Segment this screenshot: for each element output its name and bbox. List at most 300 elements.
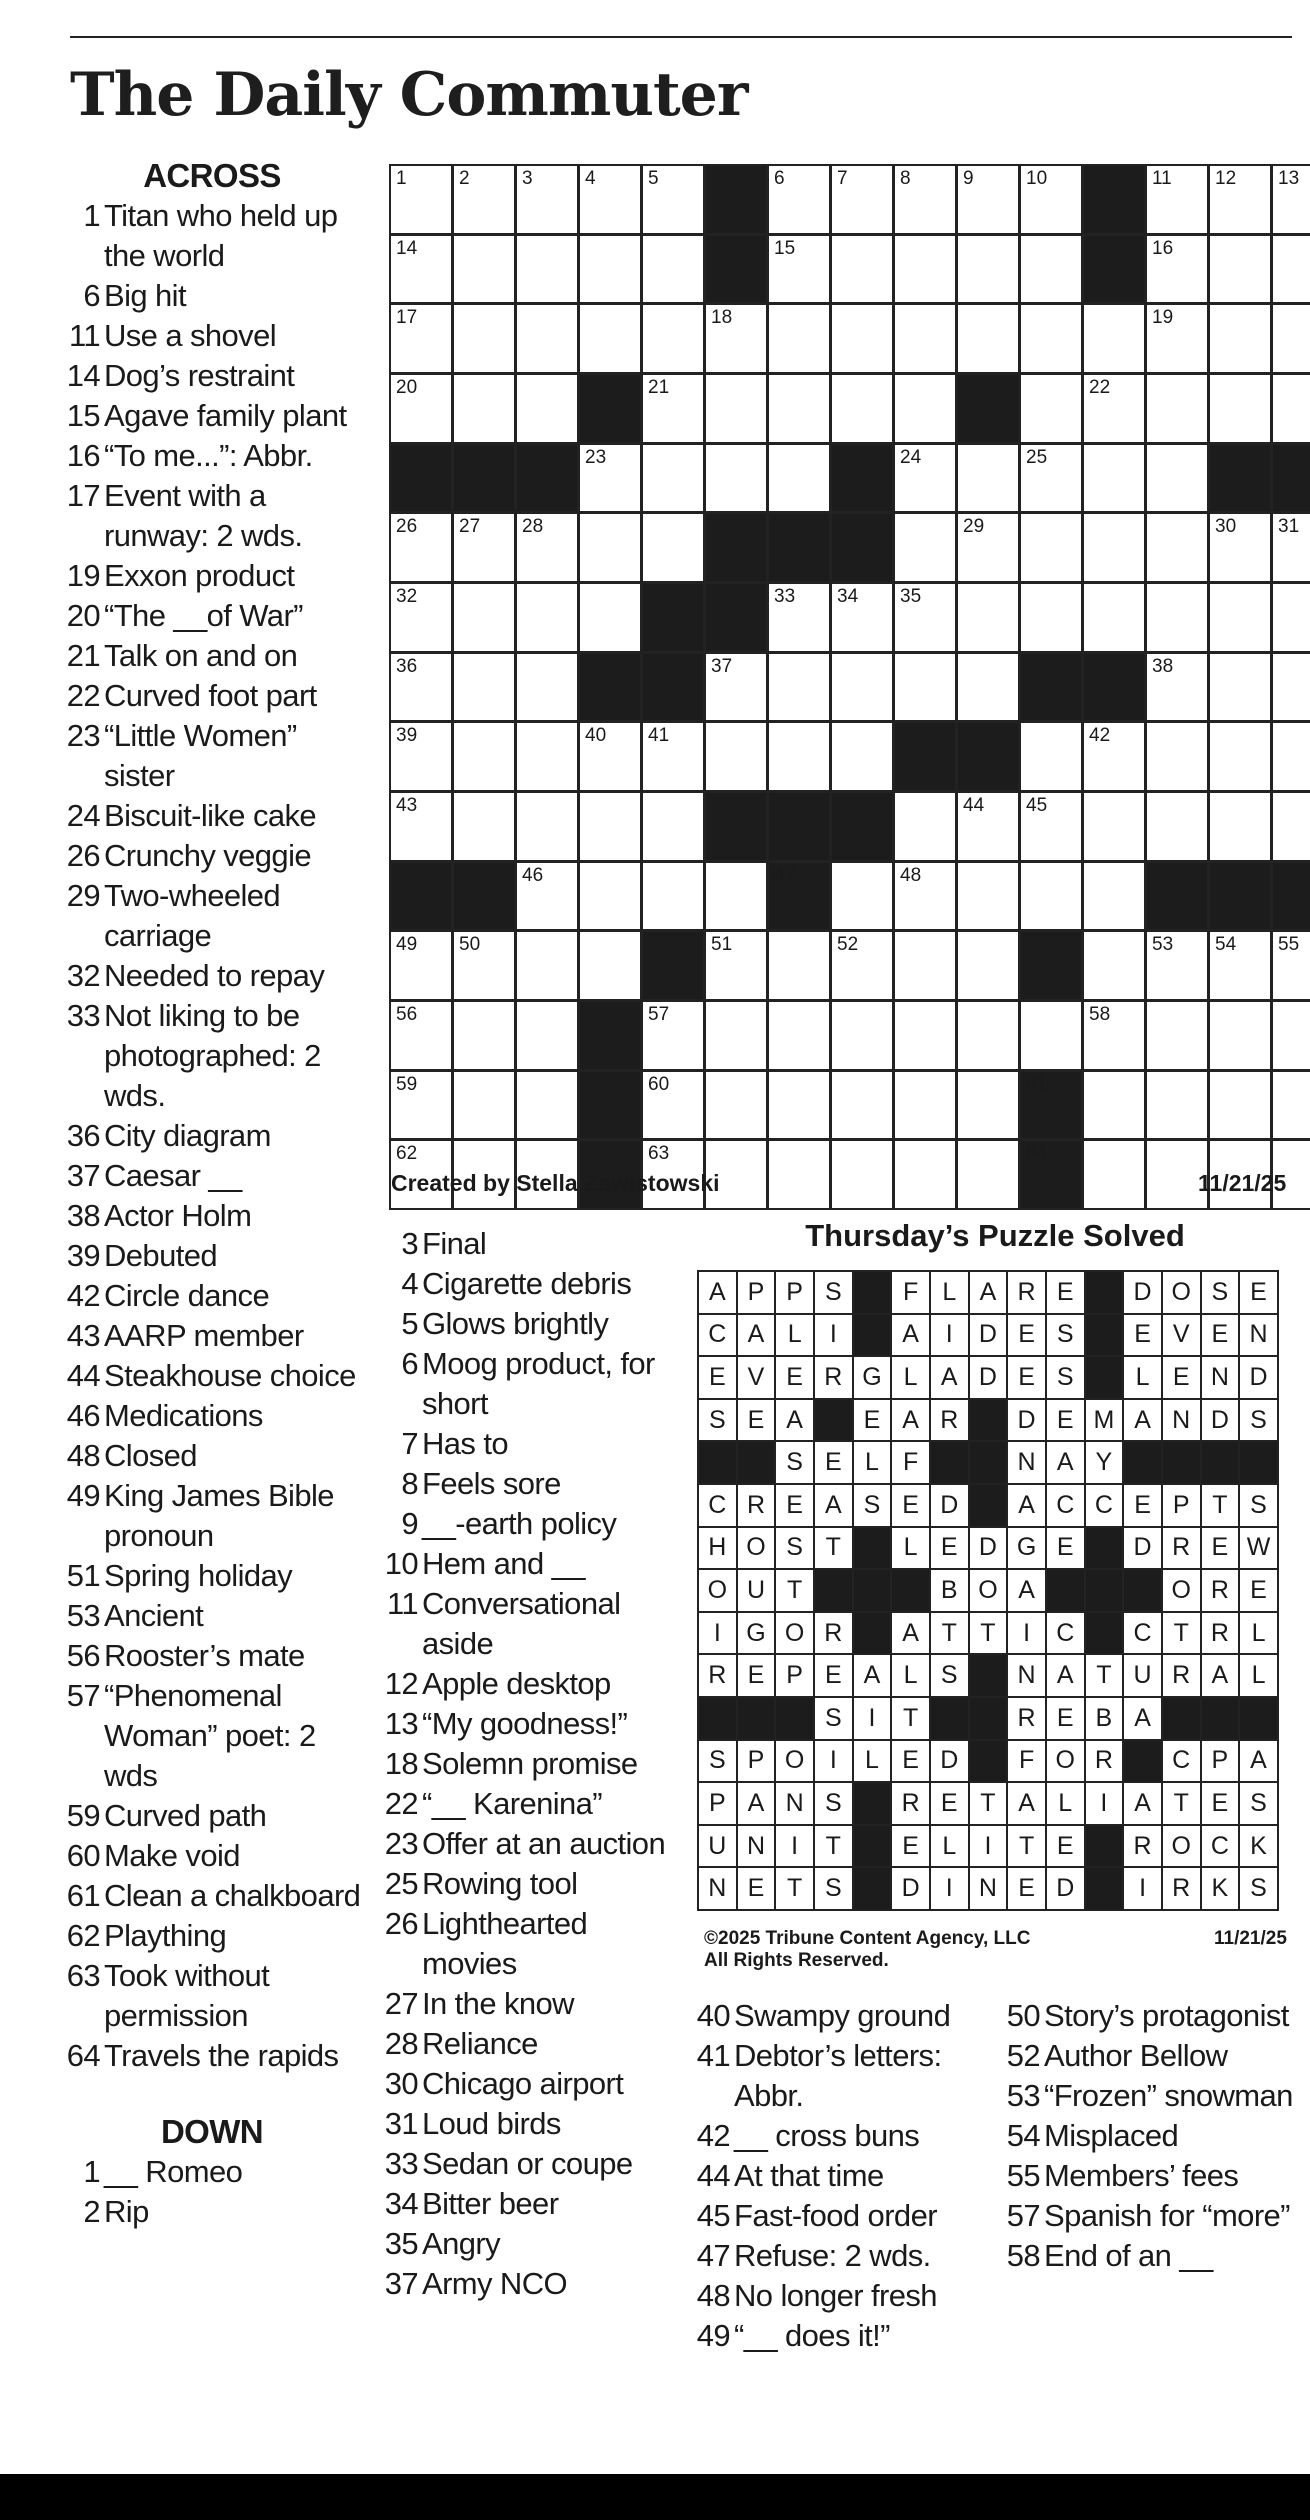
- grid-cell[interactable]: [1021, 793, 1081, 860]
- clue-text: Spring holiday: [104, 1558, 293, 1593]
- grid-cell[interactable]: [706, 863, 766, 930]
- solution-letter: E: [815, 1655, 852, 1696]
- grid-cell[interactable]: [832, 1141, 892, 1208]
- grid-cell[interactable]: [706, 654, 766, 721]
- solution-letter: S: [699, 1741, 736, 1782]
- solution-letter: W: [1240, 1528, 1277, 1569]
- grid-cell[interactable]: [1147, 305, 1207, 372]
- grid-cell[interactable]: [643, 375, 703, 442]
- grid-cell[interactable]: [958, 584, 1018, 651]
- solution-letter: P: [1163, 1485, 1200, 1526]
- grid-cell[interactable]: [895, 375, 955, 442]
- cell-number: 22: [1089, 376, 1111, 398]
- grid-cell[interactable]: [1210, 375, 1270, 442]
- grid-cell[interactable]: [769, 305, 829, 372]
- grid-cell[interactable]: [391, 584, 451, 651]
- grid-cell[interactable]: [391, 793, 451, 860]
- grid-cell[interactable]: [454, 584, 514, 651]
- grid-cell[interactable]: [832, 375, 892, 442]
- grid-cell[interactable]: [769, 166, 829, 233]
- grid-cell[interactable]: [1273, 723, 1310, 790]
- grid-cell[interactable]: [517, 1002, 577, 1069]
- down-clue: [380, 1464, 670, 1504]
- clue-number: 17: [66, 478, 100, 513]
- grid-cell[interactable]: [1021, 863, 1081, 930]
- grid-cell[interactable]: [769, 723, 829, 790]
- grid-cell[interactable]: [1147, 654, 1207, 721]
- grid-cell[interactable]: [1084, 375, 1144, 442]
- solution-black-square: [1240, 1442, 1277, 1483]
- solution-letter: T: [931, 1613, 968, 1654]
- grid-cell[interactable]: [517, 236, 577, 303]
- solution-black-square: [854, 1868, 891, 1909]
- grid-cell[interactable]: [769, 236, 829, 303]
- clue-number: 55: [1006, 2158, 1040, 2193]
- solution-letter: L: [854, 1442, 891, 1483]
- grid-cell[interactable]: [643, 1002, 703, 1069]
- grid-cell[interactable]: [958, 305, 1018, 372]
- grid-cell[interactable]: [895, 305, 955, 372]
- clue-text: __ cross buns: [734, 2118, 920, 2153]
- grid-cell[interactable]: [958, 1141, 1018, 1208]
- down-clue: [380, 1304, 670, 1344]
- clue-text: Closed: [104, 1438, 197, 1473]
- solution-black-square: [892, 1570, 929, 1611]
- across-clue: [62, 836, 362, 876]
- grid-cell[interactable]: [517, 584, 577, 651]
- grid-cell[interactable]: [1084, 863, 1144, 930]
- solution-letter: T: [1008, 1826, 1045, 1867]
- grid-cell[interactable]: [1084, 1141, 1144, 1208]
- grid-cell[interactable]: [1273, 1072, 1310, 1139]
- clue-number: 57: [66, 1678, 100, 1713]
- grid-cell[interactable]: [958, 654, 1018, 721]
- down-clue: [380, 1264, 670, 1304]
- cell-number: 9: [963, 168, 974, 189]
- across-clue: [62, 1276, 362, 1316]
- black-square: [643, 654, 703, 721]
- grid-cell[interactable]: [391, 1072, 451, 1139]
- grid-cell[interactable]: [517, 793, 577, 860]
- grid-cell[interactable]: [517, 1072, 577, 1139]
- grid-cell[interactable]: [454, 305, 514, 372]
- clue-number: 22: [66, 678, 100, 713]
- solution-letter: C: [1202, 1826, 1239, 1867]
- solution-letter: E: [776, 1485, 813, 1526]
- black-square: [1147, 863, 1207, 930]
- grid-cell[interactable]: [832, 723, 892, 790]
- clue-text: Debuted: [104, 1238, 218, 1273]
- solution-letter: E: [931, 1528, 968, 1569]
- clue-number: 34: [384, 2186, 418, 2221]
- grid-cell[interactable]: [643, 305, 703, 372]
- cell-number: 1: [396, 168, 407, 189]
- clue-text: Loud birds: [422, 2106, 561, 2141]
- black-square: [769, 793, 829, 860]
- grid-cell[interactable]: [1147, 166, 1207, 233]
- grid-cell[interactable]: [1147, 514, 1207, 581]
- cell-number: 43: [396, 794, 418, 816]
- grid-cell[interactable]: [895, 445, 955, 512]
- grid-cell[interactable]: [1273, 375, 1310, 442]
- solution-letter: E: [1047, 1698, 1084, 1739]
- grid-cell[interactable]: [1021, 305, 1081, 372]
- down-clue: [380, 2224, 670, 2264]
- grid-cell[interactable]: [1021, 723, 1081, 790]
- black-square: [1021, 654, 1081, 721]
- grid-cell[interactable]: [958, 863, 1018, 930]
- grid-cell[interactable]: [643, 514, 703, 581]
- grid-cell[interactable]: [580, 236, 640, 303]
- grid-cell[interactable]: [769, 1141, 829, 1208]
- grid-cell[interactable]: [454, 166, 514, 233]
- grid-cell[interactable]: [769, 1072, 829, 1139]
- grid-cell[interactable]: [958, 166, 1018, 233]
- grid-cell[interactable]: [1273, 1002, 1310, 1069]
- grid-cell[interactable]: [958, 236, 1018, 303]
- black-square: [391, 445, 451, 512]
- clue-number: 49: [66, 1478, 100, 1513]
- grid-cell[interactable]: [643, 723, 703, 790]
- grid-cell[interactable]: [1147, 236, 1207, 303]
- clue-number: 5: [401, 1306, 418, 1341]
- solution-letter: I: [931, 1315, 968, 1356]
- grid-cell[interactable]: [1210, 654, 1270, 721]
- across-clue: [62, 716, 362, 796]
- grid-cell[interactable]: [958, 932, 1018, 999]
- grid-cell[interactable]: [958, 514, 1018, 581]
- grid-cell[interactable]: [832, 166, 892, 233]
- clue-number: 23: [384, 1826, 418, 1861]
- across-clue: [62, 316, 362, 356]
- clue-text: AARP member: [104, 1318, 304, 1353]
- solution-black-square: [776, 1698, 813, 1739]
- grid-cell[interactable]: [895, 1002, 955, 1069]
- solution-letter: A: [699, 1272, 736, 1313]
- grid-cell[interactable]: [1084, 793, 1144, 860]
- grid-cell[interactable]: [517, 375, 577, 442]
- grid-cell[interactable]: [391, 375, 451, 442]
- solution-letter: T: [1163, 1613, 1200, 1654]
- grid-cell[interactable]: [517, 514, 577, 581]
- grid-cell[interactable]: [1147, 584, 1207, 651]
- clue-number: 13: [384, 1706, 418, 1741]
- solution-letter: P: [738, 1272, 775, 1313]
- clue-text: Offer at an auction: [422, 1826, 666, 1861]
- grid-cell[interactable]: [391, 514, 451, 581]
- grid-cell[interactable]: [580, 305, 640, 372]
- grid-cell[interactable]: [517, 305, 577, 372]
- solution-letter: L: [931, 1272, 968, 1313]
- cell-number: 12: [1215, 168, 1237, 189]
- grid-cell[interactable]: [454, 723, 514, 790]
- grid-cell[interactable]: [643, 166, 703, 233]
- black-square: [706, 236, 766, 303]
- clue-text: Titan who held up the world: [104, 198, 338, 273]
- clue-number: 53: [66, 1598, 100, 1633]
- solution-black-square: [1163, 1442, 1200, 1483]
- solution-letter: E: [738, 1400, 775, 1441]
- grid-cell[interactable]: [769, 654, 829, 721]
- grid-cell[interactable]: [1084, 1002, 1144, 1069]
- solution-letter: R: [1163, 1655, 1200, 1696]
- cell-number: 63: [648, 1143, 670, 1165]
- clue-number: 43: [66, 1318, 100, 1353]
- grid-cell[interactable]: [706, 305, 766, 372]
- grid-cell[interactable]: [832, 1072, 892, 1139]
- grid-cell[interactable]: [769, 584, 829, 651]
- cell-number: 45: [1026, 794, 1048, 816]
- cell-number: 23: [585, 446, 607, 468]
- cell-number: 7: [837, 168, 848, 189]
- grid-cell[interactable]: [454, 1002, 514, 1069]
- black-square: [1273, 445, 1310, 512]
- grid-cell[interactable]: [454, 514, 514, 581]
- grid-cell[interactable]: [517, 863, 577, 930]
- solution-letter: S: [815, 1272, 852, 1313]
- grid-cell[interactable]: [1210, 793, 1270, 860]
- grid-cell[interactable]: [1084, 445, 1144, 512]
- grid-cell[interactable]: [1021, 514, 1081, 581]
- grid-cell[interactable]: [391, 932, 451, 999]
- grid-cell[interactable]: [454, 236, 514, 303]
- grid-cell[interactable]: [454, 793, 514, 860]
- grid-cell[interactable]: [1147, 1072, 1207, 1139]
- grid-cell[interactable]: [454, 654, 514, 721]
- grid-cell[interactable]: [1273, 166, 1310, 233]
- grid-cell[interactable]: [895, 654, 955, 721]
- clue-number: 40: [696, 1998, 730, 2033]
- clue-text: Caesar __: [104, 1158, 242, 1193]
- grid-cell[interactable]: [1210, 305, 1270, 372]
- solution-black-square: [1086, 1613, 1123, 1654]
- grid-cell[interactable]: [1147, 445, 1207, 512]
- grid-cell[interactable]: [643, 445, 703, 512]
- solution-letter: N: [776, 1783, 813, 1824]
- grid-cell[interactable]: [643, 1072, 703, 1139]
- grid-cell[interactable]: [895, 236, 955, 303]
- down-heading: DOWN: [160, 2113, 264, 2150]
- grid-cell[interactable]: [832, 236, 892, 303]
- solution-letter: T: [892, 1698, 929, 1739]
- grid-cell[interactable]: [1021, 445, 1081, 512]
- grid-cell[interactable]: [832, 1002, 892, 1069]
- clue-number: 45: [696, 2198, 730, 2233]
- grid-cell[interactable]: [1273, 654, 1310, 721]
- grid-cell[interactable]: [580, 166, 640, 233]
- solution-black-square: [1240, 1698, 1277, 1739]
- grid-cell[interactable]: [832, 863, 892, 930]
- grid-cell[interactable]: [580, 584, 640, 651]
- solution-letter: O: [1163, 1570, 1200, 1611]
- clue-text: Misplaced: [1044, 2118, 1179, 2153]
- grid-cell[interactable]: [895, 1141, 955, 1208]
- grid-cell[interactable]: [1021, 166, 1081, 233]
- grid-cell[interactable]: [517, 932, 577, 999]
- grid-cell[interactable]: [1210, 723, 1270, 790]
- grid-cell[interactable]: [580, 793, 640, 860]
- grid-cell[interactable]: [1210, 932, 1270, 999]
- grid-cell[interactable]: [1084, 723, 1144, 790]
- grid-cell[interactable]: [580, 863, 640, 930]
- grid-cell[interactable]: [1084, 1072, 1144, 1139]
- grid-cell[interactable]: [1273, 305, 1310, 372]
- solution-letter: R: [815, 1357, 852, 1398]
- grid-cell[interactable]: [769, 445, 829, 512]
- grid-cell[interactable]: [391, 166, 451, 233]
- grid-cell[interactable]: [706, 1072, 766, 1139]
- grid-cell[interactable]: [1084, 305, 1144, 372]
- grid-cell[interactable]: [391, 305, 451, 372]
- grid-cell[interactable]: [1210, 584, 1270, 651]
- clue-number: 48: [696, 2278, 730, 2313]
- clue-number: 42: [66, 1278, 100, 1313]
- grid-cell[interactable]: [1147, 793, 1207, 860]
- grid-cell[interactable]: [1021, 1002, 1081, 1069]
- grid-cell[interactable]: [895, 1072, 955, 1139]
- solution-letter: L: [776, 1315, 813, 1356]
- clue-number: 7: [401, 1426, 418, 1461]
- grid-cell[interactable]: [895, 166, 955, 233]
- down-clue: [380, 1424, 670, 1464]
- solution-letter: D: [931, 1485, 968, 1526]
- grid-cell[interactable]: [517, 654, 577, 721]
- cell-number: 57: [648, 1003, 670, 1025]
- grid-cell[interactable]: [1210, 514, 1270, 581]
- solution-black-square: [931, 1698, 968, 1739]
- clue-number: 48: [66, 1438, 100, 1473]
- solution-letter: H: [699, 1528, 736, 1569]
- solution-black-square: [854, 1826, 891, 1867]
- clue-number: 35: [384, 2226, 418, 2261]
- grid-cell[interactable]: [895, 863, 955, 930]
- black-square: [832, 514, 892, 581]
- grid-cell[interactable]: [1273, 932, 1310, 999]
- grid-cell[interactable]: [454, 932, 514, 999]
- grid-cell[interactable]: [895, 514, 955, 581]
- grid-cell[interactable]: [643, 793, 703, 860]
- clue-text: King James Bible pronoun: [104, 1478, 334, 1553]
- solution-letter: O: [776, 1613, 813, 1654]
- grid-cell[interactable]: [1084, 932, 1144, 999]
- grid-cell[interactable]: [1273, 584, 1310, 651]
- solution-letter: E: [892, 1826, 929, 1867]
- grid-cell[interactable]: [832, 305, 892, 372]
- grid-cell[interactable]: [895, 932, 955, 999]
- grid-cell[interactable]: [580, 445, 640, 512]
- grid-cell[interactable]: [1273, 793, 1310, 860]
- grid-cell[interactable]: [1147, 932, 1207, 999]
- grid-cell[interactable]: [1273, 236, 1310, 303]
- grid-cell[interactable]: [958, 445, 1018, 512]
- across-clue: [62, 1396, 362, 1436]
- solution-letter: E: [854, 1400, 891, 1441]
- down-clue: [1002, 2036, 1302, 2076]
- grid-cell[interactable]: [517, 166, 577, 233]
- grid-cell[interactable]: [706, 445, 766, 512]
- grid-cell[interactable]: [958, 793, 1018, 860]
- clue-number: 28: [384, 2026, 418, 2061]
- solution-letter: E: [1163, 1357, 1200, 1398]
- grid-cell[interactable]: [580, 723, 640, 790]
- grid-cell[interactable]: [1210, 1002, 1270, 1069]
- clue-text: Author Bellow: [1044, 2038, 1228, 2073]
- grid-cell[interactable]: [895, 584, 955, 651]
- solution-black-square: [699, 1442, 736, 1483]
- cell-number: 61: [1026, 1073, 1048, 1095]
- grid-cell[interactable]: [769, 1002, 829, 1069]
- grid-cell[interactable]: [391, 723, 451, 790]
- solution-black-square: [970, 1655, 1007, 1696]
- clue-text: Moog product, for short: [422, 1346, 655, 1421]
- grid-cell[interactable]: [769, 932, 829, 999]
- grid-cell[interactable]: [958, 1002, 1018, 1069]
- grid-cell[interactable]: [832, 932, 892, 999]
- solution-letter: A: [1124, 1783, 1161, 1824]
- grid-cell[interactable]: [1147, 723, 1207, 790]
- clue-number: 46: [66, 1398, 100, 1433]
- solution-letter: A: [1008, 1783, 1045, 1824]
- grid-cell[interactable]: [391, 236, 451, 303]
- solution-letter: I: [931, 1868, 968, 1909]
- grid-cell[interactable]: [1210, 166, 1270, 233]
- grid-cell[interactable]: [706, 1002, 766, 1069]
- grid-cell[interactable]: [832, 584, 892, 651]
- clue-number: 47: [696, 2238, 730, 2273]
- clue-number: 56: [66, 1638, 100, 1673]
- grid-cell[interactable]: [1147, 375, 1207, 442]
- grid-cell[interactable]: [454, 1072, 514, 1139]
- solution-letter: I: [854, 1698, 891, 1739]
- grid-cell[interactable]: [769, 375, 829, 442]
- grid-cell[interactable]: [706, 375, 766, 442]
- grid-cell[interactable]: [643, 863, 703, 930]
- black-square: [580, 1072, 640, 1139]
- grid-cell[interactable]: [1210, 1072, 1270, 1139]
- solution-letter: S: [815, 1868, 852, 1909]
- grid-cell[interactable]: [1021, 584, 1081, 651]
- grid-cell[interactable]: [706, 723, 766, 790]
- grid-cell[interactable]: [832, 654, 892, 721]
- grid-cell[interactable]: [580, 514, 640, 581]
- grid-cell[interactable]: [391, 654, 451, 721]
- solution-letter: A: [892, 1400, 929, 1441]
- grid-cell[interactable]: [1084, 514, 1144, 581]
- grid-cell[interactable]: [454, 375, 514, 442]
- cell-number: 48: [900, 864, 922, 886]
- grid-cell[interactable]: [1147, 1002, 1207, 1069]
- grid-cell[interactable]: [958, 1072, 1018, 1139]
- grid-cell[interactable]: [706, 932, 766, 999]
- grid-cell[interactable]: [643, 236, 703, 303]
- grid-cell[interactable]: [517, 723, 577, 790]
- clue-number: 14: [66, 358, 100, 393]
- masthead-rule: [70, 36, 1292, 38]
- grid-cell[interactable]: [895, 793, 955, 860]
- grid-cell[interactable]: [1210, 236, 1270, 303]
- solution-black-square: [854, 1570, 891, 1611]
- solution-letter: I: [699, 1613, 736, 1654]
- grid-cell[interactable]: [580, 932, 640, 999]
- grid-cell[interactable]: [1021, 375, 1081, 442]
- solution-letter: L: [892, 1528, 929, 1569]
- grid-cell[interactable]: [1084, 584, 1144, 651]
- grid-cell[interactable]: [1273, 514, 1310, 581]
- grid-cell[interactable]: [1021, 236, 1081, 303]
- grid-cell[interactable]: [391, 1002, 451, 1069]
- solution-letter: P: [1202, 1741, 1239, 1782]
- solution-black-square: [1124, 1570, 1161, 1611]
